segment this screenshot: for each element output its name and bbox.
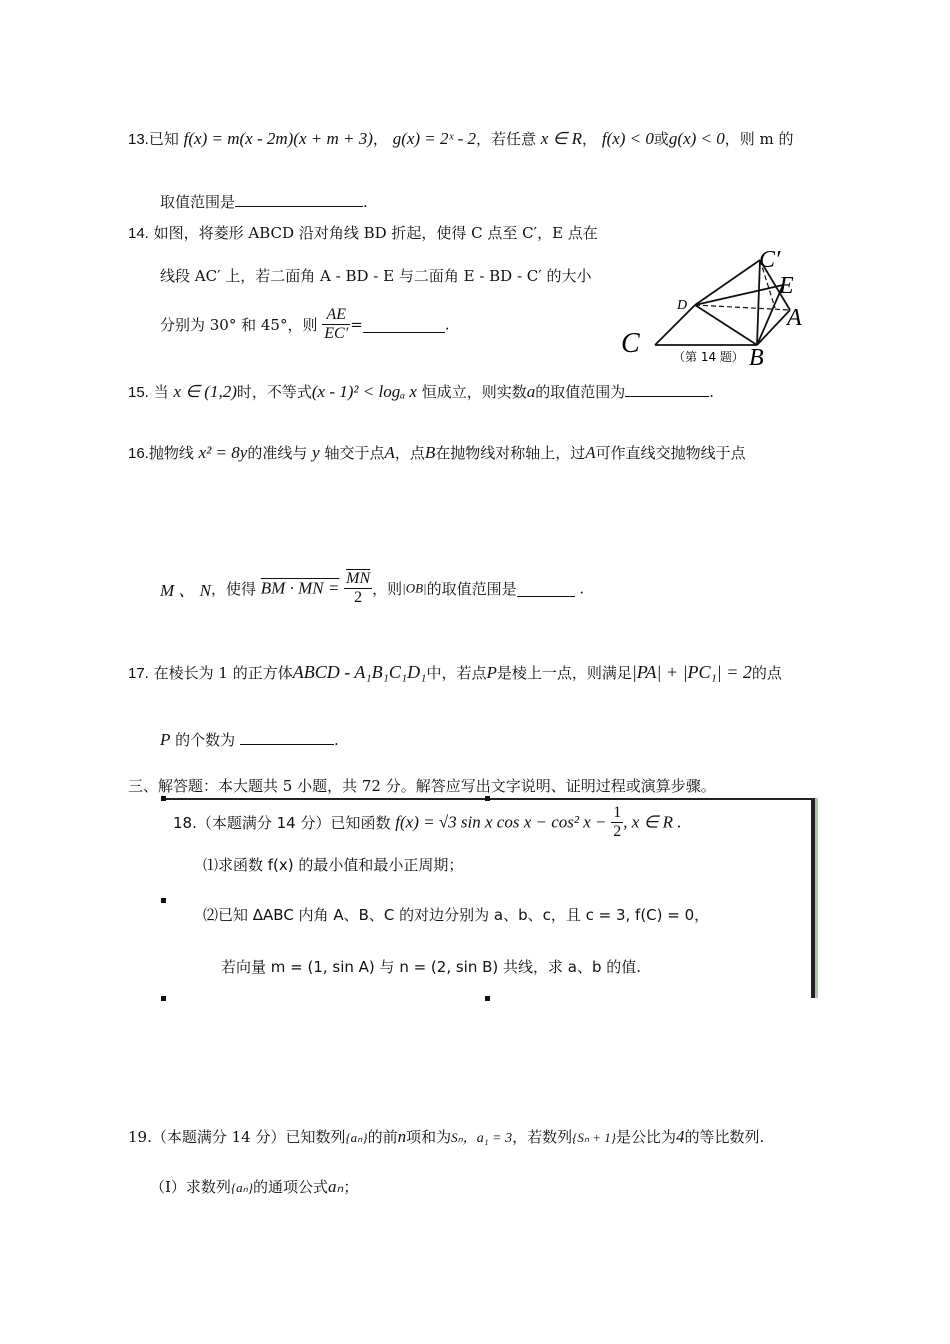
text: . [709,383,715,401]
text: 项和为 [406,1128,452,1146]
handle [161,996,166,1001]
question-14-line-1 [128,222,598,243]
text: ， [582,130,598,148]
question-18-box [163,798,815,998]
label-A: A [787,305,802,331]
handle [485,796,490,801]
denominator: EC′ [324,325,349,342]
formula-an: aₙ [328,1177,344,1196]
text: 的准线与 [247,444,308,462]
question-18-part-2-continued: 若向量 m = (1, sin A) 与 n = (2, sin B) 共线，求 a、b 的值. [221,958,642,976]
text: （Ⅰ）求数列 [150,1178,231,1196]
text: 的个数为 [175,731,236,749]
text: 的通项公式 [253,1178,329,1196]
formula-an: {aₙ} [345,1130,368,1145]
condition-f: f(x) < 0 [601,129,654,148]
label-C: C [621,328,640,359]
text: ，则 [372,580,403,598]
section-3-heading: 三、解答题：本大题共 5 小题，共 72 分。解答应写出文字说明、证明过程或演算步骤。 [128,777,716,795]
question-16-line-1 [128,442,746,463]
answer-blank [235,190,363,207]
text: 的取值范围是 [426,580,517,598]
text: . [363,193,368,211]
text: ，若任意 [476,130,537,148]
question-14-line-3 [160,306,450,343]
text: ，点 [394,444,425,462]
handle [161,898,166,903]
formula-f: f(x) = √3 sin x cos x − cos² x − [395,812,607,832]
figure-caption: （第 14 题） [673,350,744,364]
question-13-line-1 [128,128,794,149]
text: 在棱长为 1 的正方体 [153,664,293,682]
text: 如图，将菱形 ABCD 沿对角线 BD 折起，使得 C 点至 C′，E 点在 [153,224,598,242]
formula-cube: ABCD - A₁B₁C₁D₁ [292,662,427,682]
question-16-line-2 [160,570,584,607]
question-number: 16. [128,445,149,462]
formula-y: y [312,443,320,462]
text: 可作直线交抛物线于点 [595,444,746,462]
label-C1: C′ [759,247,781,273]
condition-g: g(x) < 0 [668,129,725,148]
formula-Sn1: {Sₙ + 1} [572,1130,616,1145]
dashed-DA [695,305,790,310]
handle [161,796,166,801]
rhombus-fold-figure [615,245,835,370]
text: = [350,315,363,334]
edge-BA [757,310,790,345]
question-number: 13. [128,131,149,148]
question-15 [128,380,714,402]
formula-n: n [397,1127,407,1146]
question-19-part-1 [150,1176,358,1197]
formula-x-range: x ∈ (1,2) [173,382,237,401]
formula-MN: M 、 N [160,581,211,600]
numerator: $\overline{MN}$ [346,570,371,587]
question-18-line-1 [173,804,682,841]
question-18-part-2: ⑵已知 ΔABC 内角 A、B、C 的对边分别为 a、b、c，且 c = 3, f(C) = 0， [203,906,710,924]
text: 已知 [148,130,179,148]
formula-A: A [384,443,395,462]
text: . [444,315,450,334]
edge-DB [695,305,757,345]
formula-condition: |PA| + |PC₁| = 2 [631,662,752,682]
formula-A: A [585,443,596,462]
question-13-line-2 [160,190,368,212]
fraction-half [611,804,623,841]
text: ； [343,1178,359,1196]
text: 轴交于点 [324,444,385,462]
text: 恒成立，则实数 [421,383,527,401]
formula-P: P [160,730,171,749]
text: ，则 m 的 [724,130,794,148]
text: 取值范围是 [160,193,236,211]
text: 抛物线 [148,444,194,462]
answer-blank [517,580,575,597]
text: 的取值范围为 [535,383,626,401]
question-17-line-1 [128,662,782,683]
text: 是公比为 [615,1128,676,1146]
formula-inequality: (x - 1)² < logₐ x [311,382,417,401]
question-18-part-1: ⑴求函数 f(x) 的最小值和最小正周期； [203,856,464,874]
numerator: 1 [613,804,622,821]
text: 在抛物线对称轴上，过 [435,444,586,462]
formula-g: g(x) = 2ˣ - 2 [392,129,476,148]
formula-vector-product: BM · MN = [260,578,340,598]
label-B: B [749,345,764,370]
fraction [344,570,372,607]
text: 的点 [751,664,782,682]
text: 线段 AC′ 上，若二面角 A - BD - E 与二面角 E - BD - C′ 的大小 [160,267,592,285]
denominator: 2 [354,589,363,606]
text: 分别为 30° 和 45°，则 [160,316,318,334]
text: 时，不等式 [236,383,312,401]
formula-parabola: x² = 8y [198,443,248,462]
answer-blank [363,316,445,333]
numerator: AE [322,306,350,325]
question-number: 15. [128,384,149,401]
question-19-line-1 [128,1126,764,1147]
text: . [333,731,339,749]
question-number: 14. [128,225,149,242]
text: 的前 [367,1128,398,1146]
question-17-line-2 [160,728,339,750]
formula-f: f(x) = m(x - 2m)(x + m + 3) [183,129,373,148]
label-E: E [779,273,794,299]
answer-blank [240,728,334,745]
box-right-shadow [815,798,818,998]
label-D: D [677,298,688,313]
question-14-line-2 [160,265,591,286]
edge-CD [655,305,695,345]
formula-x: x ∈ R [540,129,583,148]
text: . [579,579,585,598]
formula-OB: |OB| [402,580,427,596]
fraction [322,306,350,343]
denominator: 2 [613,823,622,840]
formula-a: a [526,382,536,401]
formula-a1: ，a₁ = 3 [462,1131,513,1146]
text: 当 [153,383,169,401]
text: ，使得 [211,580,257,598]
formula-P: P [486,663,497,682]
text: 19.（本题满分 14 分）已知数列 [128,1128,346,1146]
formula-Sn: Sₙ [451,1130,463,1145]
text: 18.（本题满分 14 分）已知函数 [173,814,391,832]
answer-blank [625,380,709,397]
formula-4: 4 [676,1127,685,1146]
handle [485,996,490,1001]
text: 是棱上一点，则满足 [496,664,632,682]
formula-tail: , x ∈ R . [623,812,682,832]
question-number: 17. [128,665,149,682]
text: 的等比数列. [684,1128,765,1146]
formula-an: {aₙ} [230,1180,254,1195]
text: 或 [653,130,669,148]
text: ， [372,130,388,148]
text: ，若数列 [512,1128,573,1146]
formula-B: B [424,443,436,462]
text: 中，若点 [426,664,487,682]
